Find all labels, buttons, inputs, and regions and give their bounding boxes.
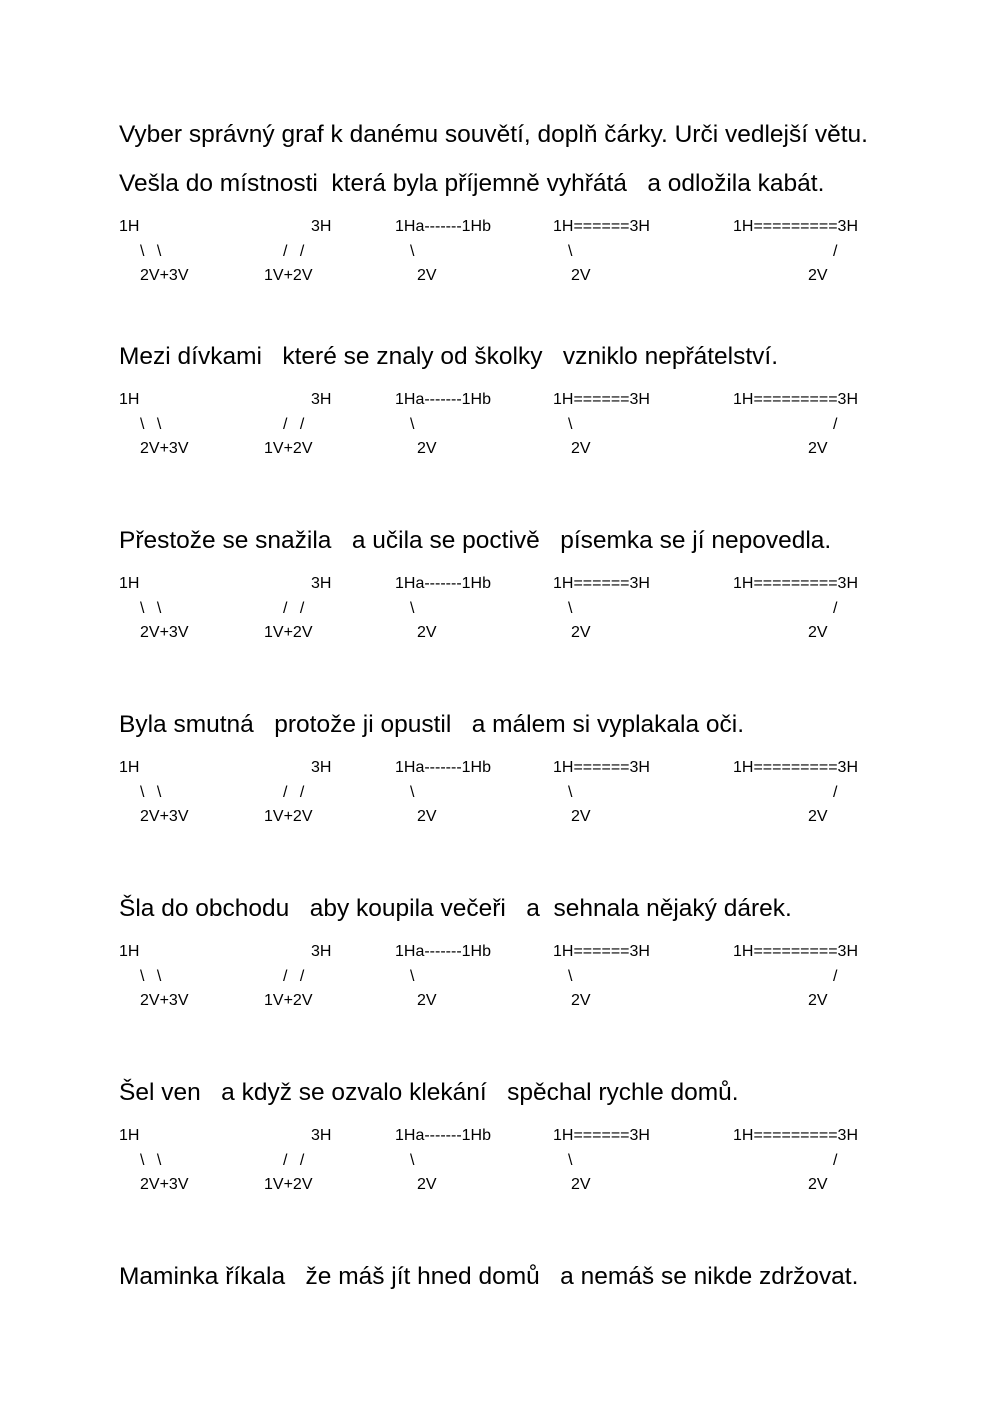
graph-branch-lines: \ \ bbox=[140, 600, 162, 617]
graph-subordinate-clauses: 2V bbox=[571, 624, 591, 641]
graph-branch-lines: \ bbox=[568, 1152, 573, 1169]
sentence-3: Přestože se snažila a učila se poctivě písemka se jí nepovedla. bbox=[119, 527, 832, 554]
graph-branch-lines: \ bbox=[568, 600, 573, 617]
graph-options-3 bbox=[0, 574, 1000, 646]
graph-branch-lines: \ bbox=[568, 416, 573, 433]
graph-option-5[interactable] bbox=[733, 574, 863, 646]
graph-option-5[interactable] bbox=[733, 217, 863, 289]
sentence-1: Vešla do místnosti která byla příjemně vyhřátá a odložila kabát. bbox=[119, 170, 825, 197]
graph-subordinate-clauses: 2V+3V bbox=[140, 624, 189, 641]
graph-main-clause: 1H======3H bbox=[553, 943, 650, 960]
graph-branch-lines: / / bbox=[283, 243, 305, 260]
graph-option-4[interactable] bbox=[553, 758, 653, 830]
graph-option-2[interactable] bbox=[264, 390, 339, 462]
graph-option-3[interactable] bbox=[395, 942, 497, 1014]
graph-branch-lines: / bbox=[833, 784, 838, 801]
graph-subordinate-clauses: 2V bbox=[571, 440, 591, 457]
graph-option-3[interactable] bbox=[395, 574, 497, 646]
graph-branch-lines: / bbox=[833, 1152, 838, 1169]
graph-option-4[interactable] bbox=[553, 942, 653, 1014]
graph-main-clause: 1H======3H bbox=[553, 759, 650, 776]
graph-subordinate-clauses: 2V bbox=[808, 808, 828, 825]
graph-main-clause: 1H======3H bbox=[553, 218, 650, 235]
graph-option-2[interactable] bbox=[264, 758, 339, 830]
graph-main-clause: 3H bbox=[311, 575, 332, 592]
graph-option-5[interactable] bbox=[733, 1126, 863, 1198]
graph-main-clause: 1H=========3H bbox=[733, 943, 858, 960]
graph-subordinate-clauses: 2V bbox=[808, 1176, 828, 1193]
graph-option-3[interactable] bbox=[395, 1126, 497, 1198]
graph-option-4[interactable] bbox=[553, 574, 653, 646]
graph-branch-lines: \ bbox=[410, 416, 415, 433]
graph-branch-lines: \ bbox=[568, 243, 573, 260]
graph-main-clause: 1H======3H bbox=[553, 1127, 650, 1144]
graph-main-clause: 1H======3H bbox=[553, 575, 650, 592]
graph-main-clause: 1H bbox=[119, 943, 140, 960]
graph-branch-lines: \ bbox=[568, 968, 573, 985]
graph-subordinate-clauses: 2V bbox=[417, 1176, 437, 1193]
exercise-7 bbox=[0, 1262, 1000, 1302]
graph-branch-lines: / bbox=[833, 968, 838, 985]
graph-branch-lines: / bbox=[833, 243, 838, 260]
graph-main-clause: 3H bbox=[311, 759, 332, 776]
sentence-5: Šla do obchodu aby koupila večeři a sehnala nějaký dárek. bbox=[119, 895, 792, 922]
graph-option-1[interactable] bbox=[119, 942, 194, 1014]
graph-option-4[interactable] bbox=[553, 390, 653, 462]
graph-option-3[interactable] bbox=[395, 217, 497, 289]
graph-option-4[interactable] bbox=[553, 217, 653, 289]
exercise-3 bbox=[0, 526, 1000, 676]
graph-options-1 bbox=[0, 217, 1000, 289]
graph-branch-lines: / / bbox=[283, 784, 305, 801]
graph-main-clause: 1Ha-------1Hb bbox=[395, 1127, 491, 1144]
graph-subordinate-clauses: 1V+2V bbox=[264, 624, 313, 641]
graph-options-6 bbox=[0, 1126, 1000, 1198]
graph-main-clause: 1H=========3H bbox=[733, 218, 858, 235]
graph-subordinate-clauses: 2V bbox=[417, 808, 437, 825]
graph-option-1[interactable] bbox=[119, 217, 194, 289]
exercise-2 bbox=[0, 342, 1000, 492]
graph-subordinate-clauses: 2V+3V bbox=[140, 808, 189, 825]
graph-option-2[interactable] bbox=[264, 1126, 339, 1198]
graph-subordinate-clauses: 2V bbox=[417, 624, 437, 641]
graph-branch-lines: / / bbox=[283, 968, 305, 985]
graph-branch-lines: \ \ bbox=[140, 784, 162, 801]
graph-option-5[interactable] bbox=[733, 390, 863, 462]
graph-branch-lines: \ bbox=[568, 784, 573, 801]
graph-main-clause: 1Ha-------1Hb bbox=[395, 218, 491, 235]
sentence-6: Šel ven a když se ozvalo klekání spěchal rychle domů. bbox=[119, 1079, 739, 1106]
graph-option-1[interactable] bbox=[119, 390, 194, 462]
graph-subordinate-clauses: 2V+3V bbox=[140, 440, 189, 457]
graph-main-clause: 1H bbox=[119, 391, 140, 408]
graph-option-4[interactable] bbox=[553, 1126, 653, 1198]
graph-options-5 bbox=[0, 942, 1000, 1014]
graph-main-clause: 3H bbox=[311, 943, 332, 960]
graph-subordinate-clauses: 2V+3V bbox=[140, 1176, 189, 1193]
graph-option-1[interactable] bbox=[119, 574, 194, 646]
graph-branch-lines: \ bbox=[410, 784, 415, 801]
exercise-5 bbox=[0, 894, 1000, 1044]
graph-branch-lines: / bbox=[833, 600, 838, 617]
graph-option-3[interactable] bbox=[395, 390, 497, 462]
graph-main-clause: 1H=========3H bbox=[733, 575, 858, 592]
graph-subordinate-clauses: 2V bbox=[808, 992, 828, 1009]
graph-option-3[interactable] bbox=[395, 758, 497, 830]
sentence-7: Maminka říkala že máš jít hned domů a nemáš se nikde zdržovat. bbox=[119, 1263, 859, 1290]
graph-subordinate-clauses: 1V+2V bbox=[264, 992, 313, 1009]
graph-main-clause: 1H=========3H bbox=[733, 391, 858, 408]
graph-main-clause: 3H bbox=[311, 218, 332, 235]
graph-branch-lines: / / bbox=[283, 600, 305, 617]
graph-main-clause: 1H======3H bbox=[553, 391, 650, 408]
graph-subordinate-clauses: 1V+2V bbox=[264, 808, 313, 825]
graph-main-clause: 1H bbox=[119, 218, 140, 235]
graph-branch-lines: \ bbox=[410, 1152, 415, 1169]
graph-subordinate-clauses: 1V+2V bbox=[264, 440, 313, 457]
exercise-1 bbox=[0, 169, 1000, 319]
graph-option-2[interactable] bbox=[264, 942, 339, 1014]
graph-subordinate-clauses: 1V+2V bbox=[264, 267, 313, 284]
graph-option-1[interactable] bbox=[119, 758, 194, 830]
sentence-2: Mezi dívkami které se znaly od školky vzniklo nepřátelství. bbox=[119, 343, 779, 370]
sentence-4: Byla smutná protože ji opustil a málem si vyplakala oči. bbox=[119, 711, 745, 738]
graph-main-clause: 1Ha-------1Hb bbox=[395, 575, 491, 592]
graph-subordinate-clauses: 2V bbox=[417, 992, 437, 1009]
graph-subordinate-clauses: 2V bbox=[808, 267, 828, 284]
graph-subordinate-clauses: 2V bbox=[417, 440, 437, 457]
graph-main-clause: 1H=========3H bbox=[733, 759, 858, 776]
graph-main-clause: 1H=========3H bbox=[733, 1127, 858, 1144]
graph-subordinate-clauses: 2V bbox=[571, 808, 591, 825]
graph-main-clause: 1H bbox=[119, 759, 140, 776]
graph-branch-lines: / bbox=[833, 416, 838, 433]
graph-subordinate-clauses: 2V+3V bbox=[140, 992, 189, 1009]
graph-branch-lines: \ \ bbox=[140, 968, 162, 985]
exercise-6 bbox=[0, 1078, 1000, 1228]
graph-main-clause: 1Ha-------1Hb bbox=[395, 943, 491, 960]
graph-option-2[interactable] bbox=[264, 574, 339, 646]
graph-subordinate-clauses: 2V bbox=[808, 624, 828, 641]
graph-main-clause: 1Ha-------1Hb bbox=[395, 759, 491, 776]
graph-branch-lines: / / bbox=[283, 1152, 305, 1169]
instruction-text: Vyber správný graf k danému souvětí, doplň čárky. Urči vedlejší větu. bbox=[119, 121, 868, 148]
graph-subordinate-clauses: 2V bbox=[808, 440, 828, 457]
graph-subordinate-clauses: 2V bbox=[571, 267, 591, 284]
graph-option-2[interactable] bbox=[264, 217, 339, 289]
graph-branch-lines: \ bbox=[410, 600, 415, 617]
graph-branch-lines: \ \ bbox=[140, 1152, 162, 1169]
graph-subordinate-clauses: 2V bbox=[571, 992, 591, 1009]
graph-branch-lines: \ bbox=[410, 968, 415, 985]
graph-option-1[interactable] bbox=[119, 1126, 194, 1198]
graph-main-clause: 1H bbox=[119, 575, 140, 592]
graph-option-5[interactable] bbox=[733, 942, 863, 1014]
graph-subordinate-clauses: 1V+2V bbox=[264, 1176, 313, 1193]
graph-branch-lines: \ \ bbox=[140, 243, 162, 260]
graph-branch-lines: / / bbox=[283, 416, 305, 433]
graph-main-clause: 1Ha-------1Hb bbox=[395, 391, 491, 408]
graph-subordinate-clauses: 2V bbox=[417, 267, 437, 284]
graph-subordinate-clauses: 2V+3V bbox=[140, 267, 189, 284]
exercise-4 bbox=[0, 710, 1000, 860]
graph-branch-lines: \ \ bbox=[140, 416, 162, 433]
graph-subordinate-clauses: 2V bbox=[571, 1176, 591, 1193]
graph-branch-lines: \ bbox=[410, 243, 415, 260]
graph-main-clause: 3H bbox=[311, 391, 332, 408]
graph-options-4 bbox=[0, 758, 1000, 830]
graph-options-2 bbox=[0, 390, 1000, 462]
graph-option-5[interactable] bbox=[733, 758, 863, 830]
graph-main-clause: 3H bbox=[311, 1127, 332, 1144]
graph-main-clause: 1H bbox=[119, 1127, 140, 1144]
